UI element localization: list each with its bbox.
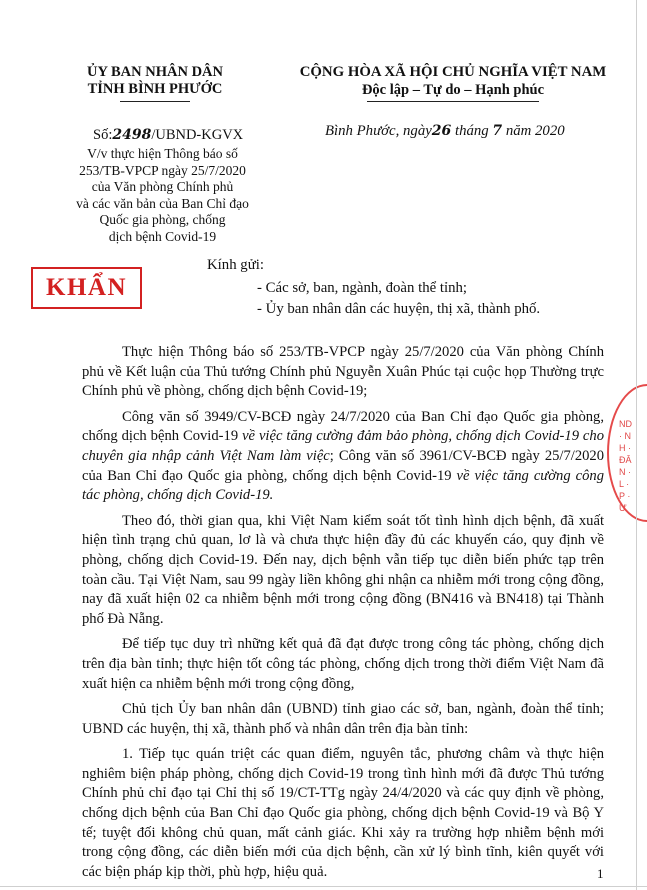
- month-handwritten: 7: [492, 123, 503, 139]
- subject-line: và các văn bản của Ban Chỉ đạo: [76, 195, 249, 211]
- page-edge-right: [636, 0, 637, 890]
- subject-line: 253/TB-VPCP ngày 25/7/2020: [79, 162, 246, 178]
- recipients-list: [257, 278, 540, 320]
- urgent-stamp: KHẨN: [31, 267, 142, 309]
- seal-text: ND · NH · ĐÂN · L · P · Ư: [619, 419, 632, 513]
- motto-underline: [367, 101, 539, 102]
- document-body: [82, 343, 604, 888]
- body-text-italic: về việc tăng cường công tác phòng, chống dịch Covid-19.: [82, 467, 604, 504]
- body-paragraph: Để tiếp tục duy trì những kết quả đã đạt được trong công tác phòng, chống dịch trên địa bàn tỉnh; thực hiện tốt công tác phòng, chống dịch trong thời điểm Việt Nam đã xuất hiện ca nhiễm bệnh mới trong cộng đồng,: [82, 636, 604, 692]
- body-text-italic: về việc tăng cường đảm bảo phòng, chống dịch Covid-19 cho chuyên gia nhập cảnh Việt Nam làm việc: [82, 428, 604, 464]
- subject-line: của Văn phòng Chính phủ: [91, 179, 234, 194]
- recipients-heading: Kính gửi:: [207, 257, 264, 273]
- body-text-run: Công văn số 3949/CV-BCĐ ngày 24/7/2020 của Ban Chỉ đạo Quốc gia phòng, chống dịch bệnh Covid-19: [82, 408, 604, 445]
- document-number: [93, 127, 273, 144]
- body-paragraph: Chủ tịch Ủy ban nhân dân (UBND) tỉnh giao các sở, ban, ngành, đoàn thể tỉnh; UBND các huyện, thị xã, thành phố và nhân dân trên địa bàn tỉnh:: [82, 701, 604, 737]
- subject-block: [55, 146, 270, 245]
- body-paragraph: Theo đó, thời gian qua, khi Việt Nam kiểm soát tốt tình hình dịch bệnh, đã xuất hiện tình trạng chủ quan, lơ là và chưa thực hiện đầy đủ các khuyến cáo, quy định về phòng, chống dịch Covid-19. Đến nay, dịch bệnh vẫn tiếp tục diễn biến phức tạp trên toàn cầu. Tại Việt Nam, sau 99 ngày liền không ghi nhận ca nhiễm mới trong cộng đồng, nay đã xuất hiện 02 ca nhiễm bệnh mới trong cộng đồng (BN416 và BN418) tại Thành phố Đà Nẵng.: [82, 512, 604, 627]
- month-word: tháng: [454, 123, 489, 139]
- agency-name-line2: TỈNH BÌNH PHƯỚC: [87, 81, 223, 97]
- nation-title: CỘNG HÒA XÃ HỘI CHỦ NGHĨA VIỆT NAM: [299, 64, 607, 80]
- agency-name-line1: ỦY BAN NHÂN DÂN: [86, 64, 223, 80]
- body-paragraph: [82, 408, 604, 506]
- doc-number-suffix: /UBND-KGVX: [151, 127, 244, 143]
- body-text-run: ; Công văn số 3961/CV-BCĐ ngày 25/7/2020 của Ban Chỉ đạo Quốc gia phòng, chống dịch bệnh Covid-19: [82, 447, 605, 484]
- body-paragraph: 1. Tiếp tục quán triệt các quan điểm, nguyên tắc, phương châm và thực hiện nghiêm biện pháp phòng, chống dịch Covid-19 trong tình hình mới đã được Thủ tướng Chính phủ chỉ đạo tại Chỉ thị số 19/CT-TTg ngày 24/4/2020 và các quy định về phòng, chống dịch bệnh của Ban Chỉ đạo Quốc gia phòng, chống dịch bệnh Covid-19 và Bộ Y tế; tuyệt đối không chủ quan, mất cảnh giác. Khi xảy ra trường hợp nhiễm bệnh mới trong cộng đồng, các diễn biến mới của dịch bệnh, cần xử lý bình tĩnh, kiên quyết với các biện pháp kịp thời, phù hợp, hiệu quả.: [82, 746, 604, 880]
- subject-line: Quốc gia phòng, chống: [99, 212, 226, 227]
- nation-motto: Độc lập – Tự do – Hạnh phúc: [361, 82, 545, 98]
- doc-number-prefix: Số:: [93, 127, 113, 143]
- recipient-item: - Ủy ban nhân dân các huyện, thị xã, thành phố.: [257, 301, 541, 317]
- year-text: năm 2020: [505, 123, 565, 139]
- page-edge-bottom: [0, 886, 647, 887]
- body-paragraph: Thực hiện Thông báo số 253/TB-VPCP ngày 25/7/2020 của Văn phòng Chính phủ về Kết luận của Thủ tướng Chính phủ Nguyễn Xuân Phúc tại cuộc họp Thường trực Chính phủ về phòng, chống dịch bệnh Covid-19;: [82, 344, 604, 400]
- agency-underline: [120, 101, 190, 102]
- recipient-item: - Các sở, ban, ngành, đoàn thể tỉnh;: [257, 280, 468, 296]
- subject-line: V/v thực hiện Thông báo số: [87, 146, 238, 161]
- day-handwritten: 26: [431, 123, 452, 139]
- place-date-prefix: Bình Phước, ngày: [325, 123, 432, 139]
- place-date: [325, 123, 625, 140]
- subject-line: dịch bệnh Covid-19: [108, 228, 217, 244]
- page-number: 1: [597, 866, 604, 881]
- doc-number-handwritten: 2498: [112, 127, 152, 143]
